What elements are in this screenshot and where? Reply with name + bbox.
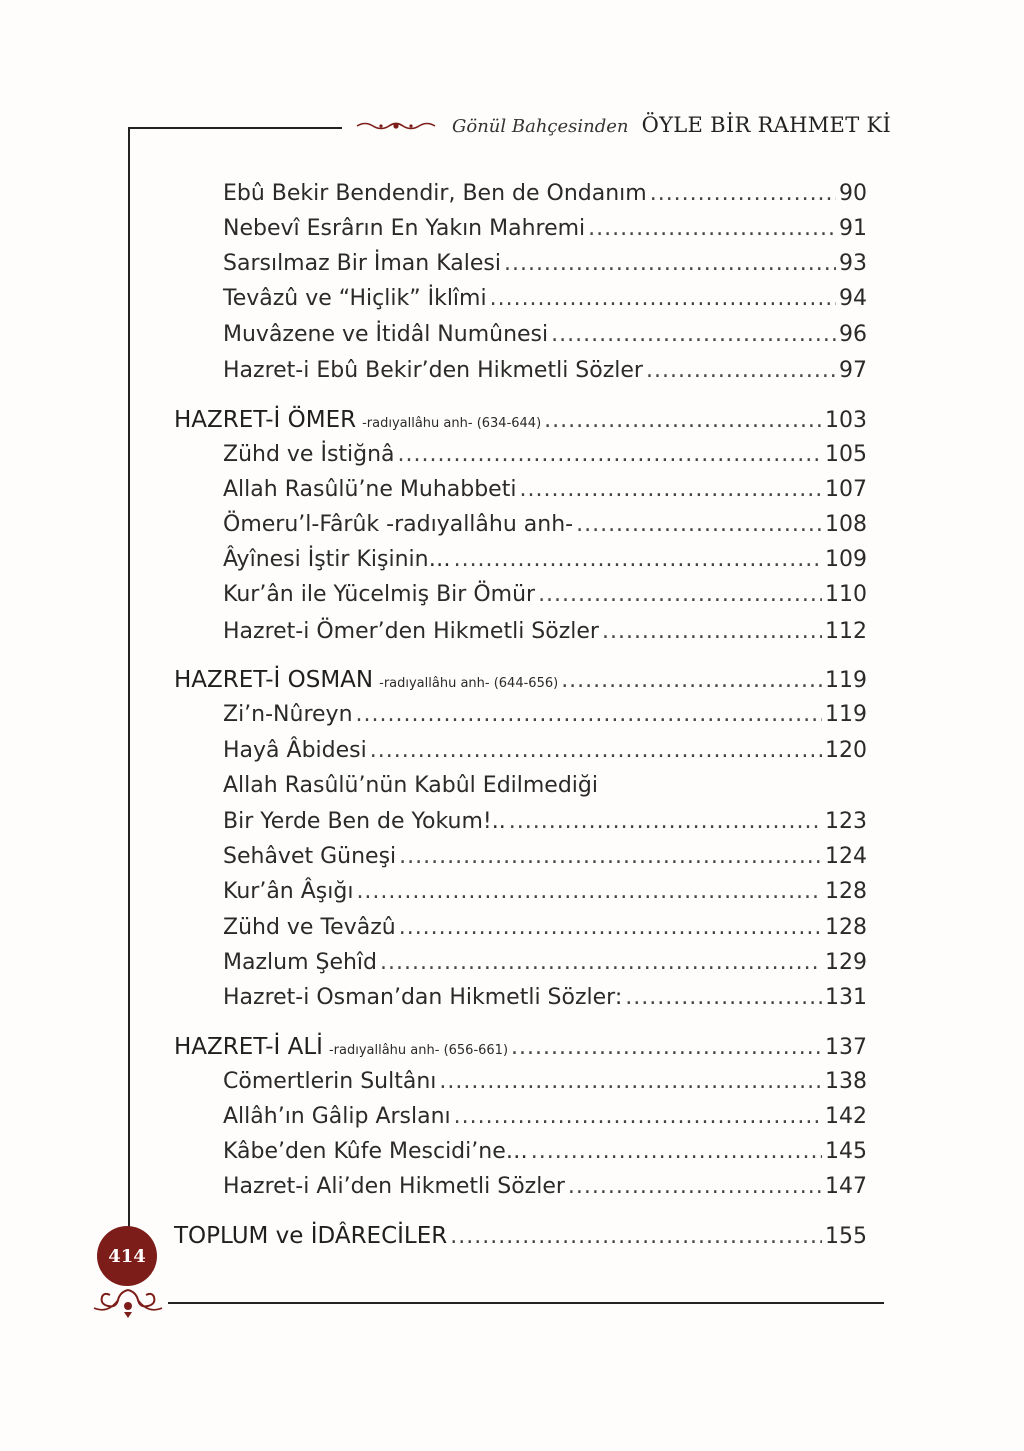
toc-entry-row — [0, 736, 867, 766]
toc-entry-page: 129 — [825, 950, 867, 975]
toc-entry-page: 105 — [825, 442, 867, 467]
toc-entry-row — [0, 1067, 867, 1097]
toc-entry-row — [0, 475, 867, 505]
toc-entry-page: 108 — [825, 512, 867, 537]
toc-entry-page: 107 — [825, 477, 867, 502]
toc-entry-label: Hazret-i Ömer’den Hikmetli Sözler — [223, 619, 599, 644]
dot-leader — [519, 475, 822, 505]
dot-leader — [561, 666, 822, 696]
toc-entry-page: 109 — [825, 547, 867, 572]
toc-entry-label: Hazret-i Osman’dan Hikmetli Sözler: — [223, 985, 623, 1010]
toc-entry-page: 124 — [825, 844, 867, 869]
dot-leader — [646, 356, 836, 386]
dot-leader — [588, 214, 836, 244]
toc-entry-page: 119 — [825, 668, 867, 693]
toc-entry-label: Muvâzene ve İtidâl Numûnesi — [223, 322, 549, 347]
toc-entry-row — [0, 807, 867, 837]
dot-leader — [454, 545, 822, 575]
dot-leader — [531, 1137, 822, 1167]
toc-entry-row — [0, 617, 867, 647]
toc-entry-row — [0, 249, 867, 279]
toc-entry-page: 90 — [839, 181, 867, 206]
dot-leader — [398, 440, 822, 470]
toc-entry-label: Âyînesi İştir Kişinin… — [223, 547, 451, 572]
toc-entry-note: -radıyallâhu anh- (644-656) — [379, 676, 559, 691]
toc-entry-page: 123 — [825, 809, 867, 834]
toc-entry-page: 131 — [825, 985, 867, 1010]
toc-entry-row — [0, 284, 867, 314]
dot-leader — [370, 736, 822, 766]
toc-entry-row — [0, 356, 867, 386]
dot-leader — [511, 1033, 822, 1063]
dot-leader — [399, 842, 822, 872]
dot-leader — [625, 983, 822, 1013]
toc-entry-row — [0, 1137, 867, 1167]
toc-entry-label: TOPLUM ve İDÂRECİLER — [174, 1223, 448, 1249]
toc-entry-row — [0, 1102, 867, 1132]
toc-entry-label: HAZRET-İ OSMAN — [174, 667, 374, 693]
toc-entry-label: HAZRET-İ ÖMER — [174, 407, 357, 433]
toc-entry-row — [0, 320, 867, 350]
toc-entry-row — [0, 510, 867, 540]
toc-entry-row — [0, 440, 867, 470]
page-number-badge — [97, 1226, 157, 1286]
toc-entry-page: 103 — [825, 408, 867, 433]
toc-entry-label: Allah Rasûlü’ne Muhabbeti — [223, 477, 517, 502]
toc-entry-row — [0, 700, 867, 730]
toc-entry-page: 94 — [839, 286, 867, 311]
toc-entry-row — [0, 580, 867, 610]
toc-entry-label: Zi’n-Nûreyn — [223, 702, 353, 727]
toc-entry-label: Kur’ân Âşığı — [223, 879, 354, 904]
toc-entry-page: 128 — [825, 879, 867, 904]
dot-leader — [509, 807, 822, 837]
toc-entry-note: -radıyallâhu anh- (634-644) — [362, 416, 542, 431]
toc-entry-page: 120 — [825, 738, 867, 763]
toc-entry-label: Cömertlerin Sultânı — [223, 1069, 437, 1094]
toc-entry-note: -radıyallâhu anh- (656-661) — [328, 1043, 509, 1058]
toc-section-row — [0, 665, 867, 699]
dot-leader — [538, 580, 822, 610]
book-series-title: Gönül Bahçesinden — [452, 116, 629, 137]
dot-leader — [544, 406, 822, 436]
toc-section-row — [0, 1032, 867, 1066]
toc-entry-label: Mazlum Şehîd — [223, 950, 378, 975]
dot-leader — [356, 700, 822, 730]
toc-entry-row — [0, 545, 867, 575]
toc-entry-page: 91 — [839, 216, 867, 241]
dot-leader — [454, 1102, 822, 1132]
toc-entry-row — [0, 913, 867, 943]
toc-entry-label: Tevâzû ve “Hiçlik” İklîmi — [223, 286, 487, 311]
dot-leader — [490, 284, 836, 314]
toc-entry-label: Allâh’ın Gâlip Arslanı — [223, 1104, 451, 1129]
toc-entry-row — [0, 179, 867, 209]
toc-entry-page: 96 — [839, 322, 867, 347]
toc-entry-page: 93 — [839, 251, 867, 276]
toc-entry-page: 155 — [825, 1224, 867, 1249]
toc-entry-label: Zühd ve Tevâzû — [223, 915, 396, 940]
dot-leader — [504, 249, 836, 279]
dot-leader — [439, 1067, 822, 1097]
toc-entry-label: Kâbe’den Kûfe Mescidi’ne… — [223, 1139, 528, 1164]
toc-entry-label: Ömeru’l-Fârûk -radıyallâhu anh- — [223, 512, 574, 537]
toc-entry-row — [0, 877, 867, 907]
dot-leader — [356, 877, 822, 907]
toc-entry-label: Hayâ Âbidesi — [223, 738, 367, 763]
toc-entry-label: Kur’ân ile Yücelmiş Bir Ömür — [223, 582, 536, 607]
dot-leader — [551, 320, 836, 350]
toc-entry-label: Zühd ve İstiğnâ — [223, 442, 395, 467]
toc-entry-label: Allah Rasûlü’nün Kabûl Edilmediği — [223, 773, 598, 798]
dot-leader — [576, 510, 822, 540]
dot-leader — [650, 179, 836, 209]
toc-entry-label: Sehâvet Güneşi — [223, 844, 397, 869]
toc-entry-row — [0, 771, 867, 801]
toc-entry-page: 119 — [825, 702, 867, 727]
toc-entry-label: Bir Yerde Ben de Yokum!.. — [223, 809, 506, 834]
toc-entry-row — [0, 983, 867, 1013]
dot-leader — [399, 913, 822, 943]
dot-leader — [380, 948, 822, 978]
toc-entry-page: 110 — [825, 582, 867, 607]
toc-entry-page: 138 — [825, 1069, 867, 1094]
toc-entry-page: 128 — [825, 915, 867, 940]
toc-entry-row — [0, 1172, 867, 1202]
toc-entry-row — [0, 214, 867, 244]
toc-entry-page: 145 — [825, 1139, 867, 1164]
toc-entry-page: 112 — [825, 619, 867, 644]
toc-entry-page: 97 — [839, 358, 867, 383]
toc-entry-label: Sarsılmaz Bir İman Kalesi — [223, 251, 501, 276]
toc-section-row — [0, 405, 867, 439]
dot-leader — [568, 1172, 822, 1202]
dot-leader — [602, 617, 822, 647]
dot-leader — [450, 1222, 822, 1252]
toc-entry-row — [0, 948, 867, 978]
toc-entry-row — [0, 842, 867, 872]
page-number: 414 — [108, 1245, 146, 1267]
book-title: ÖYLE BİR RAHMET Kİ — [641, 113, 892, 137]
toc-entry-page: 142 — [825, 1104, 867, 1129]
footer-ornament-icon — [88, 1284, 168, 1320]
toc-entry-label: Hazret-i Ebû Bekir’den Hikmetli Sözler — [223, 358, 643, 383]
toc-entry-label: HAZRET-İ ALİ — [174, 1034, 323, 1060]
toc-entry-label: Ebû Bekir Bendendir, Ben de Ondanım — [223, 181, 647, 206]
toc-entry-page: 137 — [825, 1035, 867, 1060]
toc-entry-page: 147 — [825, 1174, 867, 1199]
toc-entry-label: Hazret-i Ali’den Hikmetli Sözler — [223, 1174, 565, 1199]
toc-entry-label: Nebevî Esrârın En Yakın Mahremi — [223, 216, 586, 241]
